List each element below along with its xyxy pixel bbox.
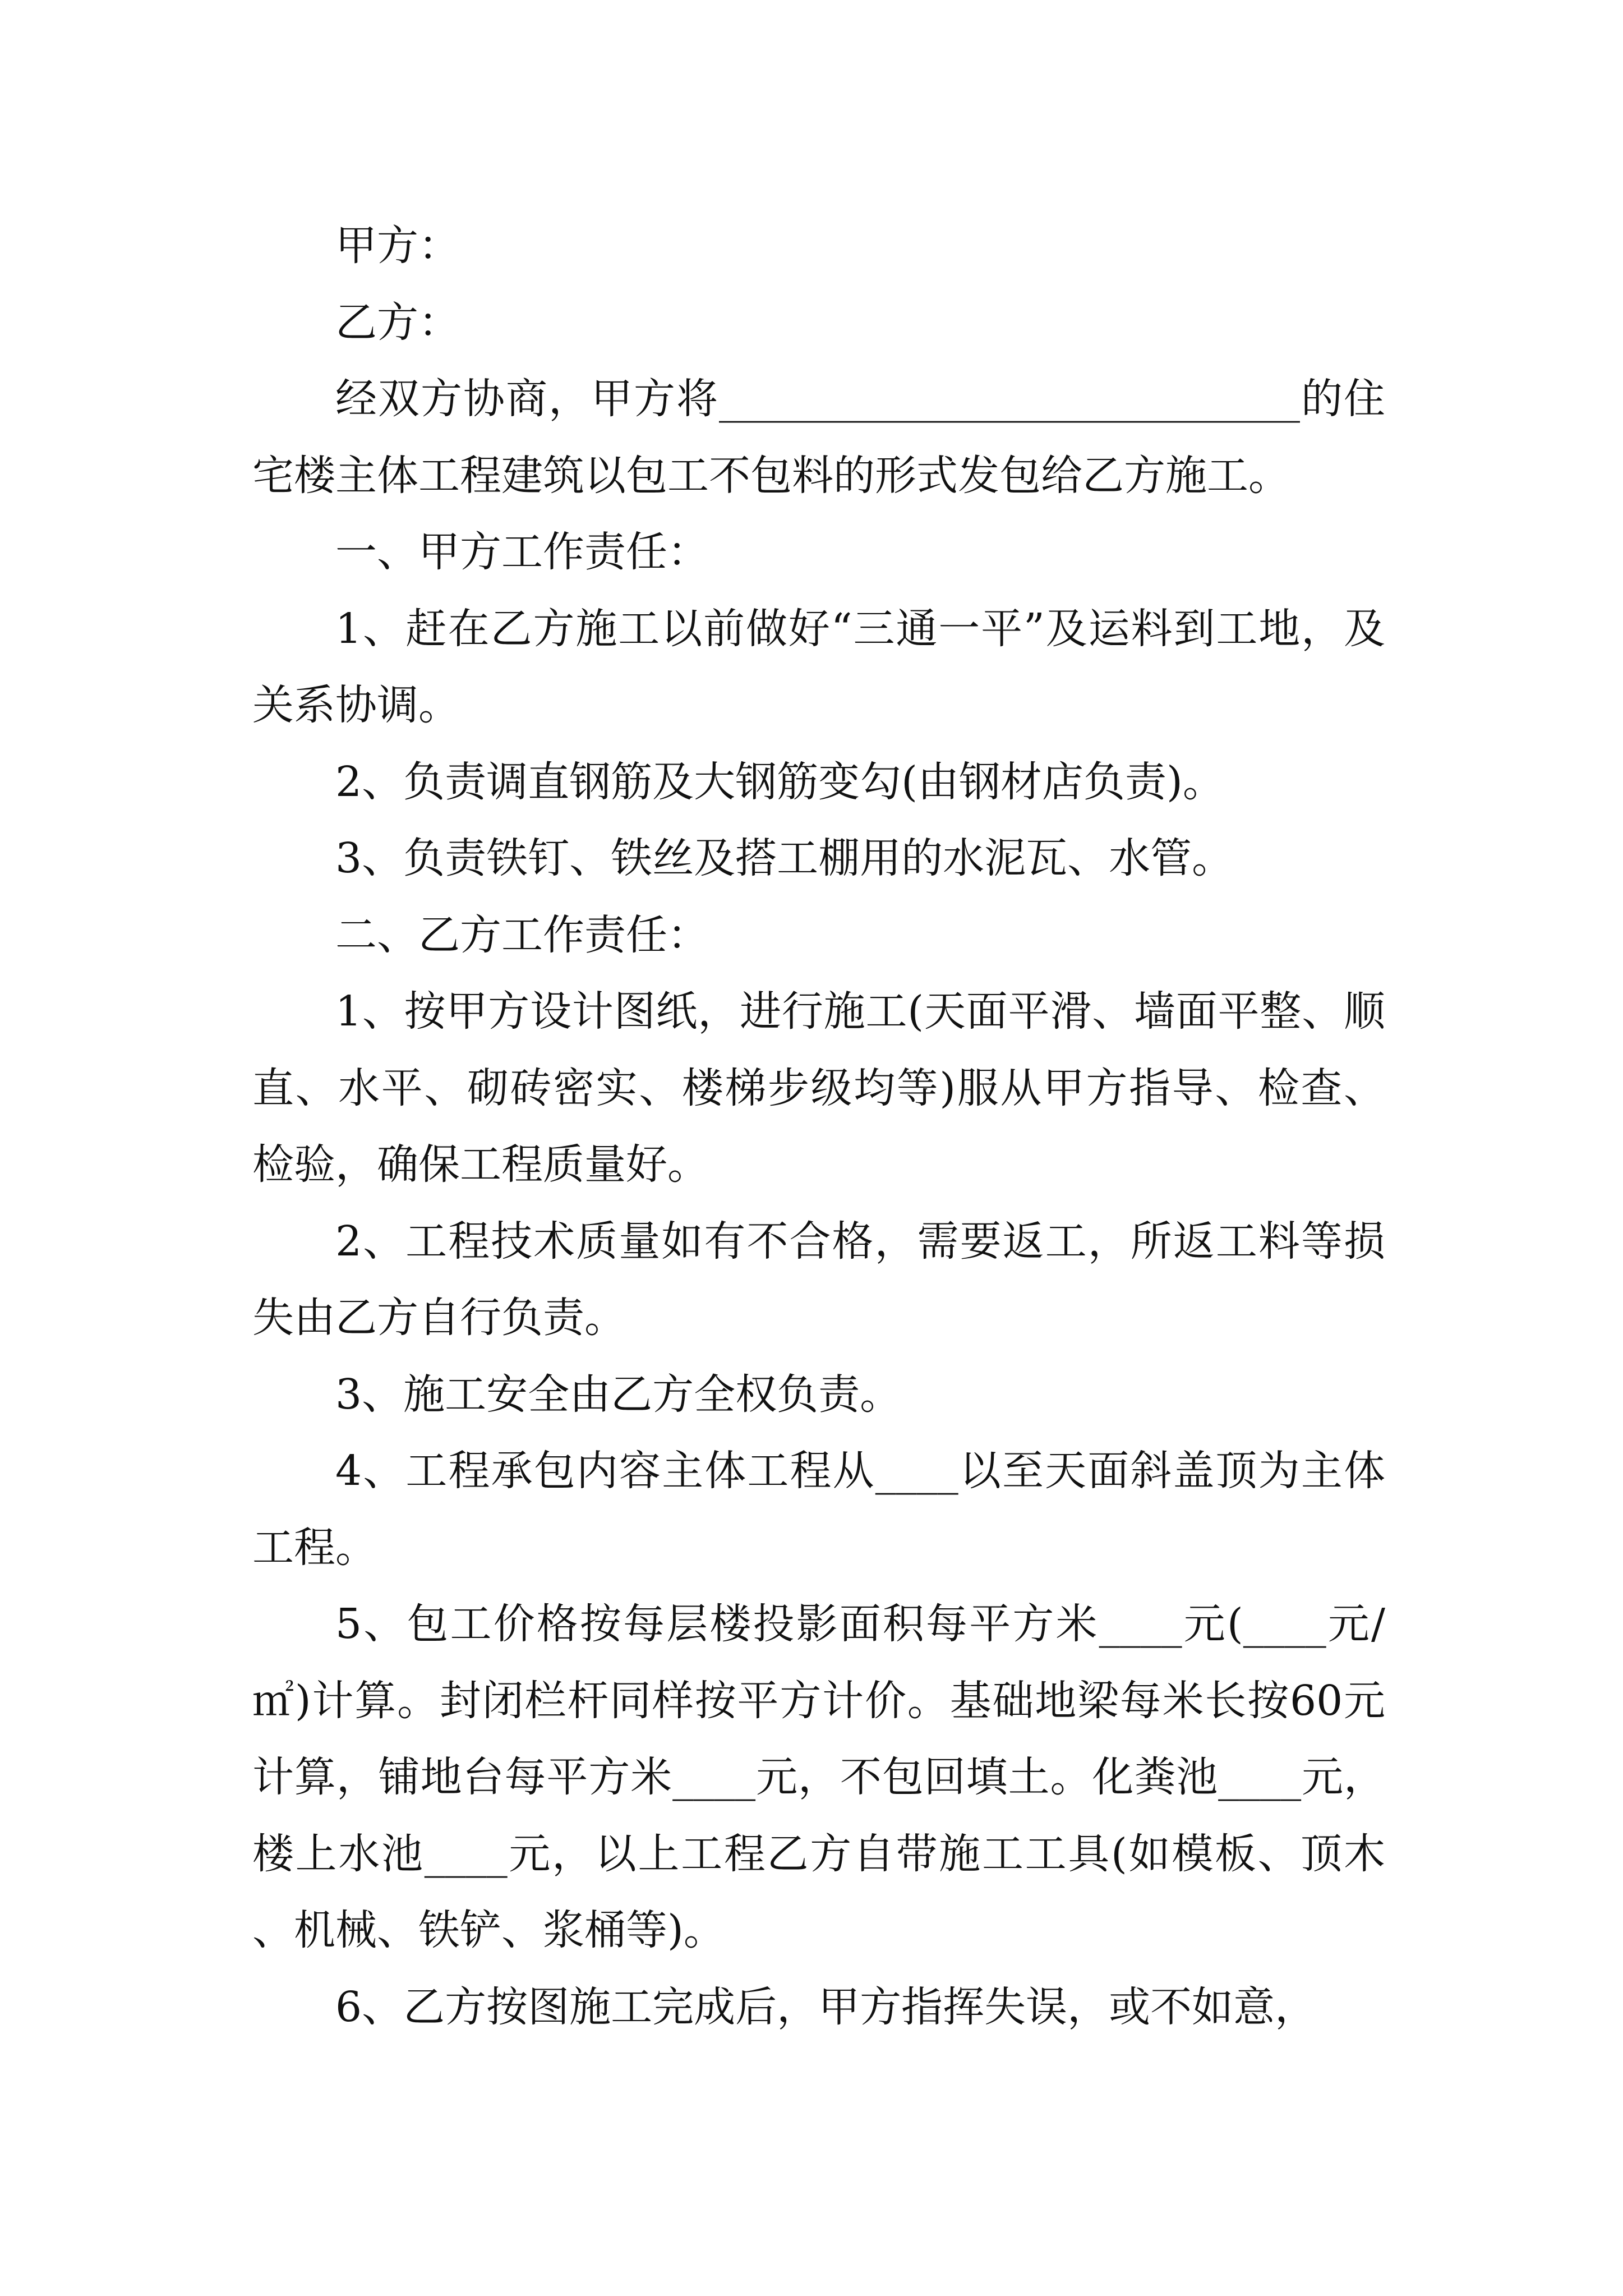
section-heading-party-b-duties: 二、乙方工作责任： xyxy=(335,910,709,959)
party-a-duty-2: 2、负责调直钢筋及大钢筋变勾(由钢材店负责)。 xyxy=(335,757,1224,806)
party-a-duty-1: 1、赶在乙方施工以前做好“三通一平”及运料到工地，及关系协调。 xyxy=(252,604,1385,729)
party-b-duty-6: 6、乙方按图施工完成后，甲方指挥失误，或不如意， xyxy=(335,1982,1317,2031)
intro-paragraph: 经双方协商，甲方将____________________________的住宅楼主体工程建筑以包工不包料的形式发包给乙方施工。 xyxy=(252,375,1385,500)
party-b-duty-4: 4、工程承包内容主体工程从____以至天面斜盖顶为主体工程。 xyxy=(252,1447,1385,1572)
party-b-duty-2: 2、工程技术质量如有不合格，需要返工，所返工料等损失由乙方自行负责。 xyxy=(252,1217,1385,1342)
party-b-line: 乙方： xyxy=(335,298,460,347)
party-a-line: 甲方： xyxy=(335,222,460,270)
party-b-duty-5: 5、包工价格按每层楼投影面积每平方米____元(____元/㎡)计算。封闭栏杆同样按平方计价。基础地梁每米长按60元计算，铺地台每平方米____元，不包回填土。化粪池____元，楼上水池____元，以上工程乙方自带施工工具(如模板、顶木、机械、铁铲、浆桶等)。 xyxy=(252,1600,1385,1954)
contract-document xyxy=(252,208,1385,2045)
party-b-duty-3: 3、施工安全由乙方全权负责。 xyxy=(335,1370,902,1419)
party-b-duty-1: 1、按甲方设计图纸，进行施工(天面平滑、墙面平整、顺直、水平、砌砖密实、楼梯步级均等)服从甲方指导、检查、检验，确保工程质量好。 xyxy=(252,987,1385,1189)
section-heading-party-a-duties: 一、甲方工作责任： xyxy=(335,528,709,576)
party-a-duty-3: 3、负责铁钉、铁丝及搭工棚用的水泥瓦、水管。 xyxy=(335,834,1234,882)
